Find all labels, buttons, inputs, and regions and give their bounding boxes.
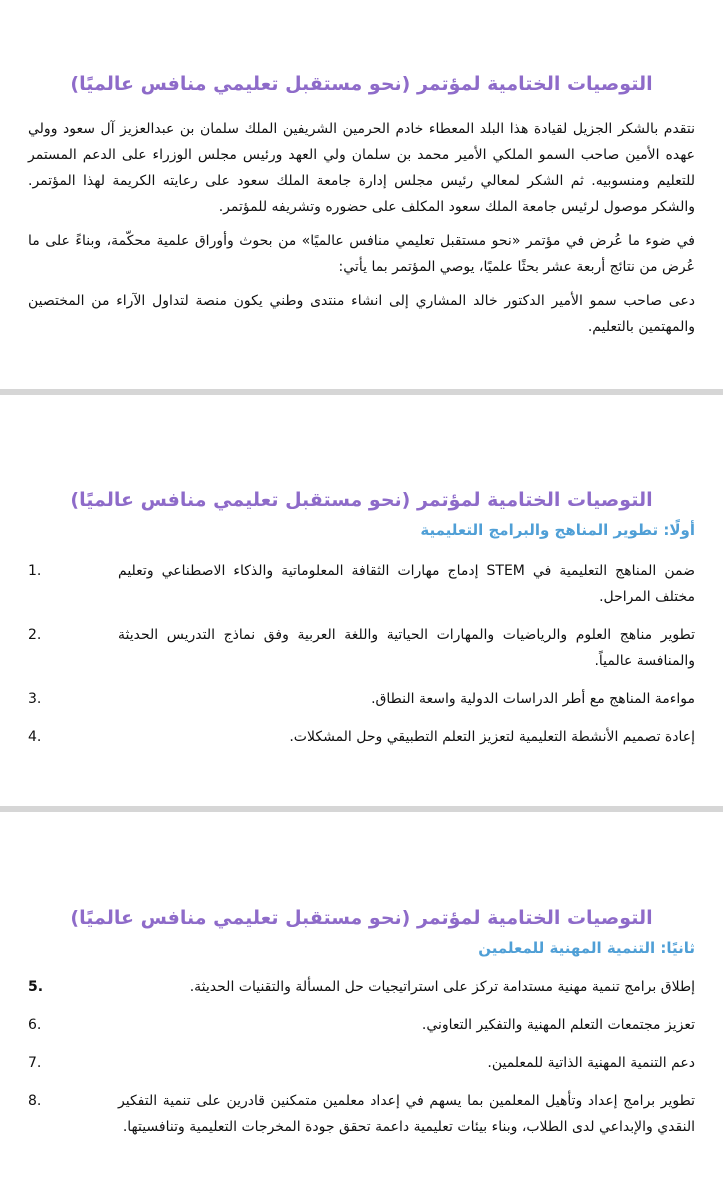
list-item xyxy=(28,974,695,1000)
item-text: إعادة تصميم الأنشطة التعليمية لتعزيز التعلم التطبيقي وحل المشكلات. xyxy=(289,729,695,745)
list-item xyxy=(28,622,695,674)
item-number: 6. xyxy=(28,1017,42,1033)
item-number: 2. xyxy=(28,627,42,643)
list-item xyxy=(28,1050,695,1076)
list-item xyxy=(28,1012,695,1038)
item-text: ضمن المناهج التعليمية في STEM إدماج مهارات الثقافة المعلوماتية والذكاء الاصطناعي وتعليم مختلف المراحل. xyxy=(118,563,695,605)
list-item xyxy=(28,558,695,610)
item-text: دعم التنمية المهنية الذاتية للمعلمين. xyxy=(487,1055,695,1071)
page-separator xyxy=(0,389,723,395)
item-text: تطوير مناهج العلوم والرياضيات والمهارات الحياتية واللغة العربية وفق نماذج التدريس الحديثة والمنافسة عالمياً. xyxy=(118,627,695,669)
document-page-2 xyxy=(0,482,723,762)
item-number: 3. xyxy=(28,691,42,707)
intro-thanks-paragraph: نتقدم بالشكر الجزيل لقيادة هذا البلد المعطاء خادم الحرمين الشريفين الملك سلمان بن عبدالعزيز آل سعود وولي عهده الأمين صاحب السمو الملكي الأمير محمد بن سلمان ولي العهد ورئيس مجلس الوزراء على الدعم المستمر للتعليم ومنسوبيه. ثم الشكر لمعالي رئيس مجلس إدارة جامعة الملك سعود على رعايته الكريمة لهذا المؤتمر. والشكر موصول لرئيس جامعة الملك سعود المكلف على حضوره وتشريفه للمؤتمر. xyxy=(28,121,695,215)
list-item xyxy=(28,686,695,712)
document-page-3 xyxy=(0,900,723,1152)
page-separator xyxy=(0,806,723,812)
item-text: مواءمة المناهج مع أطر الدراسات الدولية واسعة النطاق. xyxy=(371,691,695,707)
item-text: إطلاق برامج تنمية مهنية مستدامة تركز على استراتيجيات حل المسألة والتقنيات الحديثة. xyxy=(189,979,695,995)
section-heading-teachers: ثانيًا: التنمية المهنية للمعلمين xyxy=(478,939,695,957)
item-number: 1. xyxy=(28,563,42,579)
document-page-1 xyxy=(0,66,723,348)
list-item xyxy=(28,1088,695,1140)
item-number: 4. xyxy=(28,729,42,745)
item-text: تعزيز مجتمعات التعلم المهنية والتفكير التعاوني. xyxy=(421,1017,695,1033)
item-text: تطوير برامج إعداد وتأهيل المعلمين بما يسهم في إعداد معلمين متمكنين قادرين على تنمية التفكير النقدي والإبداعي لدى الطلاب، وبناء بيئات تعليمية داعمة تحقق جودة المخرجات التعليمية وتنافسيتها. xyxy=(118,1093,695,1135)
page-title: التوصيات الختامية لمؤتمر (نحو مستقبل تعليمي منافس عالميًا) xyxy=(70,73,653,95)
item-number: 7. xyxy=(28,1055,42,1071)
page-title: التوصيات الختامية لمؤتمر (نحو مستقبل تعليمي منافس عالميًا) xyxy=(70,489,653,511)
page-title: التوصيات الختامية لمؤتمر (نحو مستقبل تعليمي منافس عالميًا) xyxy=(70,907,653,929)
intro-context-paragraph: في ضوء ما عُرض في مؤتمر «نحو مستقبل تعليمي منافس عالميًا» من بحوث وأوراق علمية محكّمة، وبناءً على ما عُرض من نتائج أربعة عشر بحثًا علميًا، يوصي المؤتمر بما يأتي: xyxy=(28,233,695,275)
list-item xyxy=(28,724,695,750)
item-number: 5. xyxy=(28,979,44,995)
forum-recommendation-paragraph: دعى صاحب سمو الأمير الدكتور خالد المشاري إلى انشاء منتدى وطني يكون منصة لتداول الآراء من المختصين والمهتمين بالتعليم. xyxy=(28,293,695,335)
item-number: 8. xyxy=(28,1093,42,1109)
section-heading-curricula: أولًا: تطوير المناهج والبرامج التعليمية xyxy=(420,521,695,539)
